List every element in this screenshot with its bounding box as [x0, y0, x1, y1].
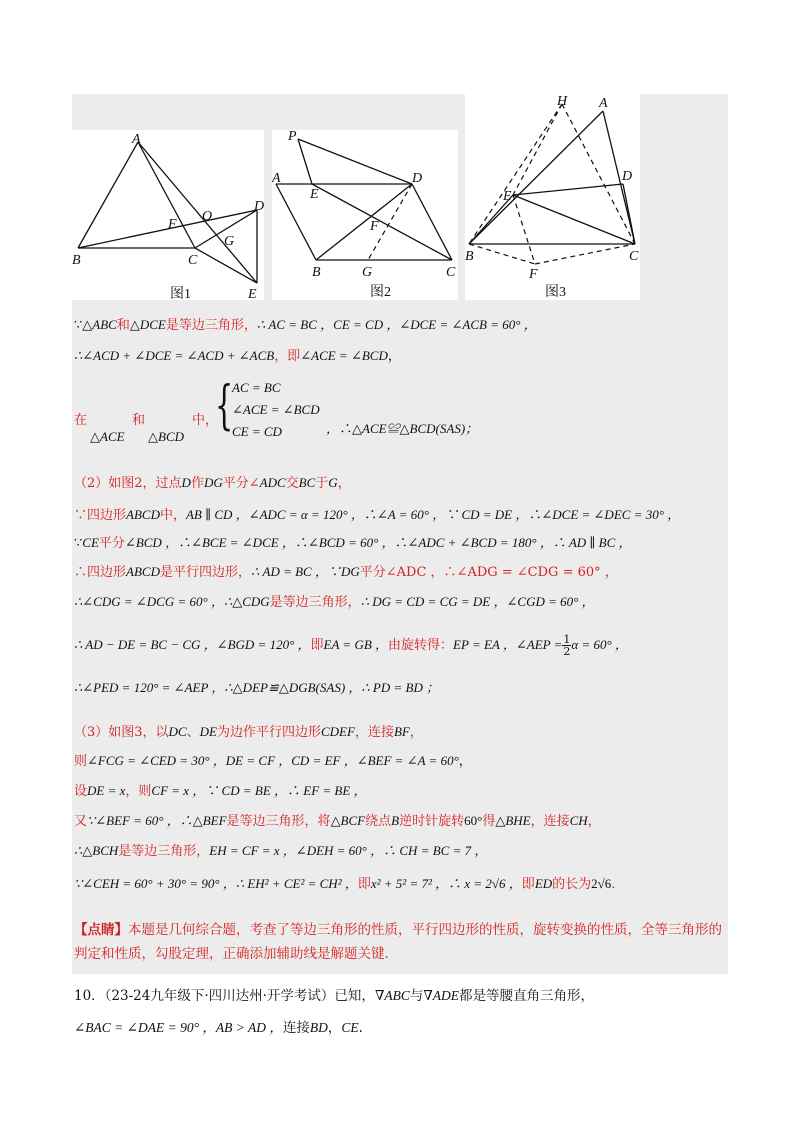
fig1-label-a: A: [132, 132, 141, 147]
figure-2: [272, 130, 458, 300]
fraction-one-half: $\frac{1}{2}$: [563, 633, 571, 658]
fig3-label-c: C: [629, 249, 639, 264]
comment-text: 本题是几何综合题，考查了等边三角形的性质，平行四边形的性质，旋转变换的性质，全等三角形的判定和性质，勾股定理，正确添加辅助线是解题关键.: [74, 922, 722, 962]
fig3-label-a: A: [599, 96, 608, 111]
solution-line-3-triangles: △ACE: [90, 429, 125, 444]
solution-line-1: ∵△ABC和△DCE是等边三角形，∴ AC = BC ，CE = CD ，∠DCE = ∠ACB = 60° ，: [74, 317, 537, 333]
solution-line-13: 设DE = x，则CF = x ，∵ CD = BE ，∴ EF = BE ，: [74, 783, 367, 799]
fig1-label-f: F: [168, 217, 177, 232]
comment-tag: 【点睛】: [74, 922, 128, 938]
fig1-label-c: C: [188, 253, 198, 268]
solution-line-9: ∴ AD − DE = BC − CG ，∠BGD = 120° ，即EA = GB ，由旋转得：EP = EA ，∠AEP = $\frac{1}{2}$ α = 60° ，: [74, 633, 628, 658]
fig1-label-b: B: [72, 253, 81, 268]
fig3-label-b: B: [465, 249, 474, 264]
solution-line-3-bcd: △BCD: [148, 429, 184, 444]
solution-line-6: ∵CE平分∠BCD ，∴∠BCE = ∠DCE ，∴∠BCD = 60° ，∴∠ADC + ∠BCD = 180° ，∴ AD ∥ BC ，: [74, 535, 632, 551]
solution-line-3-and: 和: [132, 413, 146, 428]
fig1-label-d: D: [254, 199, 264, 214]
part-3-heading: （3）如图3，以DC、DE为边作平行四边形CDEF，连接BF，: [74, 724, 423, 740]
fig2-label-b: B: [312, 265, 321, 280]
solution-line-2: ∴∠ACD + ∠DCE = ∠ACD + ∠ACB，即∠ACE = ∠BCD，: [74, 348, 401, 364]
solution-line-10: ∴∠PED = 120° = ∠AEP ，∴△DEP≌△DGB(SAS) ，∴ PD = BD ；: [74, 680, 440, 695]
solution-line-15: ∴△BCH是等边三角形，EH = CF = x ，∠DEH = 60° ，∴ CH = BC = 7 ，: [74, 843, 488, 859]
system-line-1: AC = BC: [232, 380, 281, 395]
system-line-2: ∠ACE = ∠BCD: [232, 402, 320, 417]
fig1-label-e: E: [248, 287, 257, 300]
fig2-label-d: D: [412, 171, 423, 186]
solution-line-3-conclusion: ，∴△ACE≌△BCD(SAS)；: [326, 421, 479, 436]
fig3-label-f: F: [529, 267, 538, 282]
fig2-label-f: F: [370, 219, 379, 234]
fig2-label-g: G: [362, 265, 373, 280]
fig3-label-d: D: [622, 169, 633, 184]
fig3-caption: 图3: [545, 285, 566, 300]
figure-3: [465, 94, 640, 300]
fig3-label-h: H: [557, 94, 568, 109]
fig2-label-c: C: [446, 265, 456, 280]
comment-note: [74, 918, 726, 966]
solution-line-3-in: 中，: [192, 413, 219, 428]
fig2-label-p: P: [288, 130, 297, 144]
fig2-caption: 图2: [370, 285, 391, 300]
part-2-heading: （2）如图2，过点D作DG平分∠ADC交BC于G，: [74, 475, 351, 491]
question-10-line-1: 10．（23-24九年级下·四川达州·开学考试）已知，∇ABC与∇ADE都是等腰直角三角形，: [74, 988, 595, 1004]
solution-line-12: 则∠FCG = ∠CED = 30° ，DE = CF ，CD = EF ，∠BEF = ∠A = 60°，: [74, 753, 472, 769]
fig1-caption: 图1: [170, 287, 191, 300]
fig3-label-e: E: [503, 189, 512, 204]
solution-line-14: 又∵∠BEF = 60° ，∴△BEF是等边三角形，将△BCF绕点B逆时针旋转60°得△BHE，连接CH，: [74, 813, 601, 829]
system-brace: {: [215, 376, 234, 436]
solution-line-16: ∵∠CEH = 60° + 30° = 90° ，∴ EH² + CE² = CH² ，即x² + 5² = 7² ，∴ x = 2√6 ，即ED的长为2√6．: [74, 876, 625, 892]
solution-line-8: ∴∠CDG = ∠DCG = 60° ，∴△CDG是等边三角形，∴ DG = CD = CG = DE ，∠CGD = 60° ，: [74, 594, 595, 610]
fig1-label-g: G: [224, 234, 235, 249]
fig2-label-e: E: [310, 187, 319, 202]
figure-1: [72, 130, 264, 300]
system-line-3: CE = CD: [232, 424, 282, 439]
solution-line-3: 在: [74, 413, 88, 428]
question-10-line-2: ∠BAC = ∠DAE = 90° ，AB > AD ，连接BD，CE.: [74, 1020, 363, 1036]
fig1-label-o: O: [202, 209, 213, 224]
fig2-label-a: A: [272, 171, 281, 186]
solution-line-5: ∵四边形ABCD中，AB ∥ CD ，∠ADC = α = 120° ，∴∠A = 60° ，∵ CD = DE ，∴∠DCE = ∠DEC = 30° ，: [74, 507, 681, 523]
solution-line-7: ∴四边形ABCD是平行四边形，∴ AD = BC ，∵DG平分∠ADC ，∴∠ADG = ∠CDG = 60° ，: [74, 564, 618, 580]
